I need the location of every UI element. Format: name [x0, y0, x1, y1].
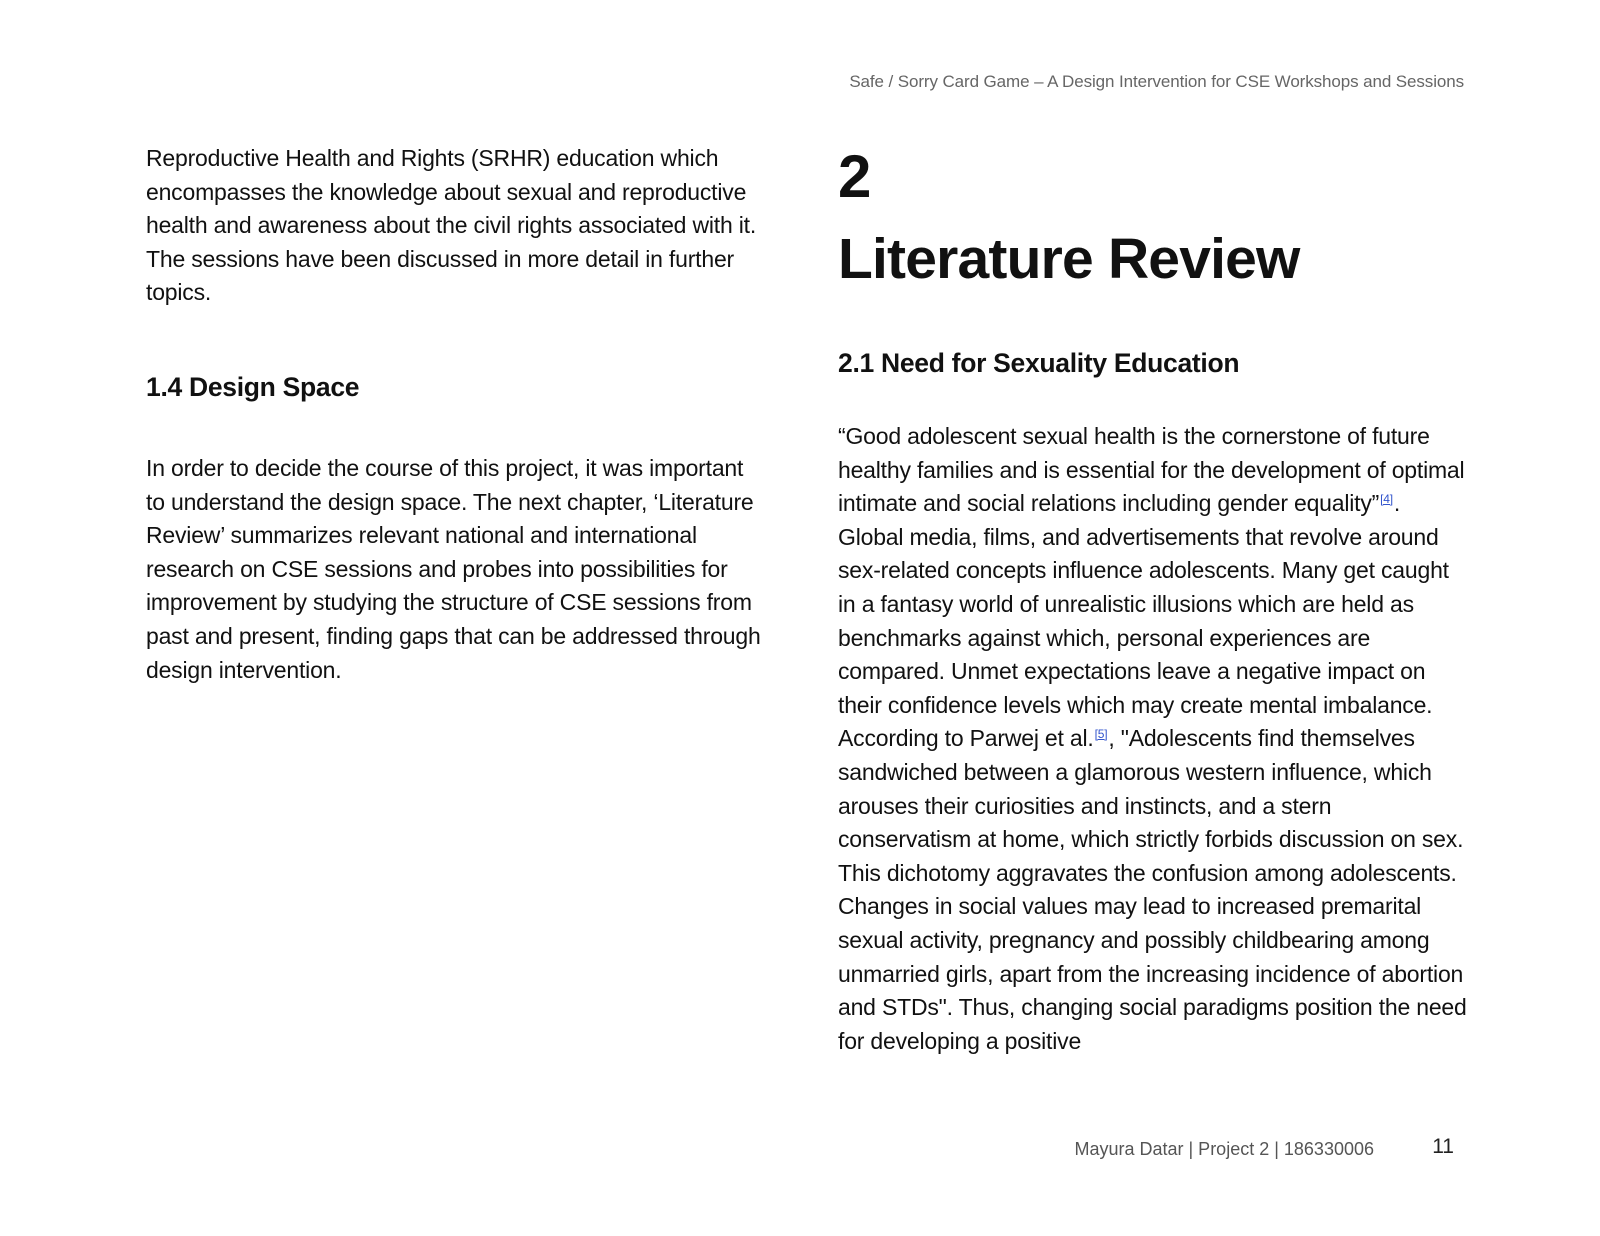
- paragraph-text-part-2: . Global media, films, and advertisements that revolve around sex-related concepts influence adolescents. Many get caught in a fantasy world of unrealistic illusions which are held as benchmarks against which, personal experiences are compared. Unmet expectations leave a negative impact on their confidence levels which may create mental imbalance. According to Parwej et al.: [838, 490, 1449, 752]
- intro-paragraph: Reproductive Health and Rights (SRHR) education which encompasses the knowledge about sexual and reproductive health and awareness about the civil rights associated with it. The sessions have been discussed in more detail in further topics.: [146, 145, 757, 306]
- chapter-title: Literature Review: [838, 227, 1300, 291]
- reference-link-4[interactable]: [4]: [1380, 491, 1393, 506]
- design-space-paragraph: In order to decide the course of this project, it was important to understand the design space. The next chapter, ‘Literature Review’ summarizes relevant national and international research on CSE sessions and probes into possibilities for improvement by studying the structure of CSE sessions from past and present, finding gaps that can be addressed through design intervention.: [146, 454, 761, 683]
- footer-author-line: Mayura Datar | Project 2 | 186330006: [1074, 1139, 1374, 1159]
- section-heading-need-for-sexuality-education: 2.1 Need for Sexuality Education: [838, 348, 1240, 378]
- chapter-number: 2: [838, 143, 872, 210]
- section-heading-design-space: 1.4 Design Space: [146, 371, 360, 402]
- page-number: 11: [1432, 1135, 1454, 1158]
- right-column: [838, 142, 1470, 1058]
- paragraph-text-part-1: “Good adolescent sexual health is the cornerstone of future healthy families and is essential for the development of optimal intimate and social relations including gender equality”: [838, 423, 1465, 517]
- reference-link-5[interactable]: [5]: [1094, 726, 1108, 741]
- sexuality-education-paragraph: [838, 420, 1470, 1058]
- paragraph-text-part-3: , "Adolescents find themselves sandwiched between a glamorous western influence, which arouses their curiosities and instincts, and a stern conservatism at home, which strictly forbids discussion on sex. This dichotomy aggravates the confusion among adolescents. Changes in social values may lead to increased premarital sexual activity, pregnancy and possibly childbearing among unmarried girls, apart from the increasing incidence of abortion and STDs". Thus, changing social paradigms position the need for developing a positive: [838, 725, 1467, 1054]
- left-column: [146, 142, 764, 687]
- running-header: Safe / Sorry Card Game – A Design Intervention for CSE Workshops and Sessions: [849, 72, 1464, 91]
